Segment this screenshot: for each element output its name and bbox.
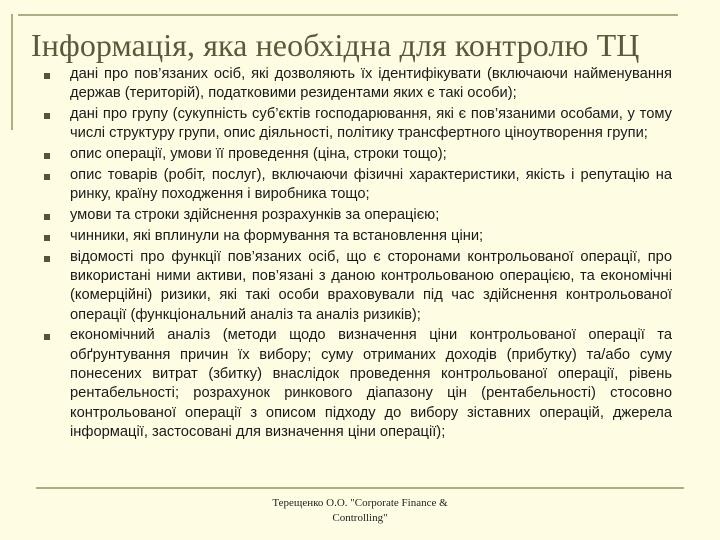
- bullet-list: [42, 65, 672, 444]
- bullet-text: відомості про функції пов’язаних осіб, що є сторонами контрольованої операції, про використані ними активи, пов’язані з даною контрольованою операцією, та економічні (комерційні) ризики, які такі особи враховували під час здійснення контрольованої операції (функціональний аналіз та аналіз ризиків);: [70, 248, 672, 323]
- square-bullet-icon: [44, 73, 50, 79]
- bullet-item: [42, 105, 672, 144]
- bullet-text: умови та строки здійснення розрахунків за операцією;: [70, 207, 440, 224]
- square-bullet-icon: [44, 235, 50, 241]
- bullet-item: [42, 65, 672, 104]
- slide-title: Інформація, яка необхідна для контролю ТЦ: [31, 27, 640, 63]
- bullet-text: опис товарів (робіт, послуг), включаючи фізичні характеристики, якість і репутацію на ринку, країну походження і виробника тощо;: [70, 166, 672, 203]
- footer-rule: [36, 487, 684, 489]
- square-bullet-icon: [44, 214, 50, 220]
- bullet-text: опис операції, умови її проведення (ціна, строки тощо);: [70, 146, 447, 163]
- bullet-text: чинники, які вплинули на формування та встановлення ціни;: [70, 227, 484, 244]
- square-bullet-icon: [44, 256, 50, 262]
- bullet-item: [42, 248, 672, 325]
- footer-course: Controlling": [332, 512, 388, 524]
- square-bullet-icon: [44, 334, 50, 340]
- slide-footer: [240, 496, 480, 526]
- bullet-text: дані про пов’язаних осіб, які дозволяють їх ідентифікувати (включаючи найменування держав (територій), податковими резидентами яких є такі особи);: [70, 66, 672, 102]
- footer-author: Терещенко О.О. "Corporate Finance &: [272, 497, 448, 509]
- title-frame-top-rule: [18, 14, 678, 16]
- bullet-item: [42, 206, 672, 225]
- square-bullet-icon: [44, 174, 50, 180]
- bullet-item: [42, 227, 672, 246]
- bullet-text: дані про групу (сукупність суб’єктів господарювання, які є пов’язаними особами, у тому числі структуру групи, опис діяльності, політику трансфертного ціноутворення групи;: [70, 106, 672, 142]
- square-bullet-icon: [44, 153, 50, 159]
- title-frame-left-rule: [11, 14, 13, 130]
- bullet-item: [42, 145, 672, 164]
- bullet-item: [42, 326, 672, 442]
- bullet-item: [42, 166, 672, 205]
- square-bullet-icon: [44, 113, 50, 119]
- bullet-text: економічний аналіз (методи щодо визначення ціни контрольованої операції та обґрунтування причин їх вибору; суму отриманих доходів (прибутку) та/або суму понесених витрат (збитку) внаслідок проведення контрольованої операції, рівень рентабельності; розрахунок ринкового діапазону цін (рентабельності) стосовно контрольованої операції з описом підходу до вибору зіставних операцій, джерела інформації, застосовані для визначення ціни операції);: [70, 327, 672, 440]
